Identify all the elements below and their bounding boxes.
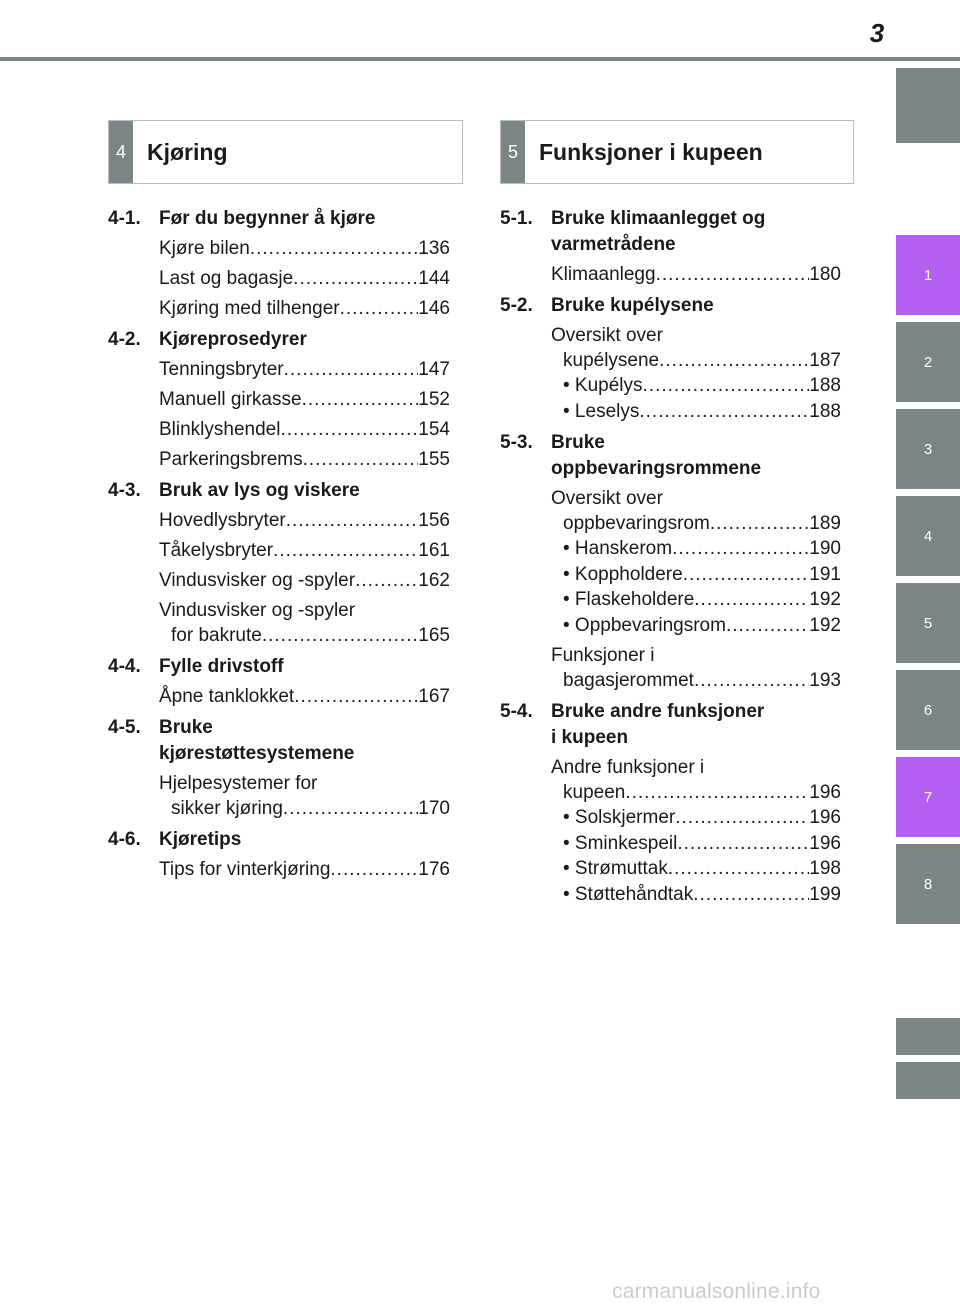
- chapter-tab-2[interactable]: 2: [896, 322, 960, 402]
- chapter-tab-4[interactable]: 4: [896, 496, 960, 576]
- chapter-title: [551, 430, 841, 482]
- dot-leader: [273, 538, 418, 563]
- dot-leader: [672, 536, 809, 562]
- toc-entry-label: Kjøre bilen: [159, 238, 250, 259]
- dot-leader: [303, 447, 419, 472]
- chapter-tab-8[interactable]: 8: [896, 844, 960, 924]
- dot-leader: [294, 684, 418, 709]
- toc-entry-row: [159, 387, 450, 412]
- toc-entry[interactable]: [159, 266, 450, 291]
- dot-leader: [283, 796, 418, 821]
- toc-page-number: 191: [809, 563, 841, 585]
- toc-entry-label: Tenningsbryter: [159, 359, 284, 380]
- toc-page-number: 156: [418, 510, 450, 531]
- chapter-title-line: Bruke andre funksjoner: [551, 701, 765, 722]
- chapter-number: 4-6.: [108, 829, 141, 850]
- dot-leader: [693, 882, 809, 908]
- toc-entry-row: [159, 417, 450, 442]
- toc-subentry-label: • Kupélys: [563, 375, 643, 396]
- section-number: 4: [109, 121, 133, 183]
- chapter-heading[interactable]: [500, 430, 841, 482]
- toc-chapter-group: [108, 478, 450, 648]
- toc-page-number: 144: [418, 268, 450, 289]
- dot-leader: [694, 668, 809, 693]
- section-header-4: [108, 120, 463, 184]
- toc-entry-label: kupeen: [563, 782, 626, 803]
- chapter-title-line: Før du begynner å kjøre: [159, 208, 376, 229]
- toc-subentry[interactable]: [563, 399, 841, 425]
- chapter-heading[interactable]: [500, 206, 841, 258]
- toc-chapter-group: [500, 293, 841, 424]
- toc-chapter-group: [108, 715, 450, 821]
- chapter-tab-5[interactable]: 5: [896, 583, 960, 663]
- toc-entry-row: [551, 511, 841, 536]
- chapter-tab-7[interactable]: 7: [896, 757, 960, 837]
- toc-entry-line: Hjelpesystemer for: [159, 773, 318, 794]
- toc-page-number: 170: [418, 798, 450, 819]
- toc-entry-label: Parkeringsbrems: [159, 449, 303, 470]
- toc-subentry[interactable]: [563, 856, 841, 882]
- toc-entry[interactable]: [551, 755, 841, 805]
- chapter-title-line: Bruke kupélysene: [551, 295, 714, 316]
- toc-entry-row: [159, 266, 450, 291]
- dot-leader: [677, 831, 809, 857]
- chapter-title: [159, 715, 450, 767]
- toc-entry-label: Kjøring med tilhenger: [159, 298, 340, 319]
- toc-page-number: 192: [809, 614, 841, 636]
- toc-subentry[interactable]: [563, 805, 841, 831]
- toc-chapter-group: [500, 430, 841, 693]
- toc-subentries: [551, 805, 841, 907]
- toc-entry[interactable]: [551, 643, 841, 693]
- dot-leader: [330, 857, 418, 882]
- toc-page-number: 188: [809, 375, 841, 396]
- chapter-title: [551, 293, 841, 319]
- chapter-tab-6[interactable]: 6: [896, 670, 960, 750]
- toc-entry[interactable]: [159, 538, 450, 563]
- chapter-number: 5-4.: [500, 701, 533, 722]
- dot-leader: [675, 805, 809, 831]
- toc-entry-row: [551, 668, 841, 693]
- chapter-heading[interactable]: [108, 827, 450, 853]
- toc-entry-label: Tips for vinterkjøring: [159, 859, 331, 880]
- toc-entry-row: [159, 296, 450, 321]
- chapter-heading[interactable]: [108, 327, 450, 353]
- toc-subentry[interactable]: [563, 882, 841, 908]
- chapter-number: 4-4.: [108, 656, 141, 677]
- toc-page-number: 196: [809, 807, 841, 828]
- top-rule: [0, 57, 960, 61]
- dot-leader: [302, 387, 419, 412]
- chapter-number: 4-1.: [108, 208, 141, 229]
- toc-entry[interactable]: [159, 508, 450, 533]
- toc-entry[interactable]: [159, 447, 450, 472]
- toc-subentry-label: • Sminkespeil: [563, 832, 678, 854]
- chapter-title-line: Kjøretips: [159, 829, 242, 850]
- chapter-title-line: Fylle drivstoff: [159, 656, 284, 677]
- toc-entry[interactable]: [159, 771, 450, 821]
- dot-leader: [293, 266, 418, 291]
- chapter-tab-blank[interactable]: [896, 1018, 960, 1055]
- toc-entry-line: Funksjoner i: [551, 645, 655, 666]
- chapter-heading[interactable]: [108, 206, 450, 232]
- toc-entry-label: Vindusvisker og -spyler: [159, 570, 356, 591]
- toc-entry-label: oppbevaringsrom: [563, 513, 710, 534]
- toc-subentry[interactable]: [563, 831, 841, 857]
- chapter-title: [159, 327, 450, 353]
- toc-page-number: 136: [418, 238, 450, 259]
- toc-entry[interactable]: [159, 296, 450, 321]
- toc-entry[interactable]: [551, 262, 841, 287]
- toc-entry-label: Blinklyshendel: [159, 419, 281, 440]
- toc-subentry-label: • Hanskerom: [563, 538, 673, 559]
- chapter-heading[interactable]: [108, 715, 450, 767]
- toc-subentry-label: • Oppbevaringsrom: [563, 614, 726, 636]
- toc-chapter-group: [108, 206, 450, 321]
- section-title: Kjøring: [147, 138, 228, 165]
- dot-leader: [694, 587, 809, 613]
- dot-leader: [286, 508, 419, 533]
- toc-subentry[interactable]: [563, 536, 841, 562]
- toc-entry[interactable]: [159, 568, 450, 593]
- toc-entry-row: [159, 623, 450, 648]
- toc-entry-row: [159, 538, 450, 563]
- dot-leader: [659, 348, 809, 373]
- dot-leader: [683, 562, 810, 588]
- toc-subentry-label: • Strømuttak: [563, 858, 668, 879]
- toc-entry[interactable]: [551, 323, 841, 373]
- chapter-title: [159, 206, 450, 232]
- chapter-heading[interactable]: [108, 478, 450, 504]
- toc-page-number: 165: [418, 625, 450, 646]
- toc-page-number: 196: [809, 832, 841, 854]
- chapter-tab-blank[interactable]: [896, 1062, 960, 1099]
- toc-page-number: 176: [418, 859, 450, 880]
- toc-entry[interactable]: [159, 387, 450, 412]
- toc-page-number: 190: [809, 538, 841, 559]
- chapter-title: [159, 654, 450, 680]
- toc-entry[interactable]: [159, 857, 450, 882]
- toc-chapter-group: [500, 206, 841, 287]
- toc-entry-row: [159, 236, 450, 261]
- toc-entry-label: Last og bagasje: [159, 268, 294, 289]
- toc-entry-label: Klimaanlegg: [551, 264, 656, 285]
- toc-entry[interactable]: [159, 357, 450, 382]
- toc-chapter-group: [500, 699, 841, 907]
- toc-entry-label: for bakrute: [171, 625, 262, 646]
- toc-page-number: 188: [809, 400, 841, 422]
- toc-entry-row: [551, 262, 841, 287]
- chapter-tab-1[interactable]: 1: [896, 235, 960, 315]
- dot-leader: [643, 373, 810, 399]
- chapter-title: [551, 206, 841, 258]
- toc-entry-row: [551, 348, 841, 373]
- dot-leader: [656, 262, 810, 287]
- toc-subentry-label: • Støttehåndtak: [563, 883, 694, 905]
- chapter-title: [159, 827, 450, 853]
- toc-entry-label: Manuell girkasse: [159, 389, 302, 410]
- toc-entry-line: Andre funksjoner i: [551, 757, 705, 778]
- toc-column-left: [108, 206, 450, 888]
- toc-subentry-label: • Koppholdere: [563, 563, 683, 585]
- toc-subentry[interactable]: [563, 587, 841, 613]
- dot-leader: [726, 613, 809, 639]
- toc-page-number: 180: [809, 264, 841, 285]
- watermark: carmanualsonline.info: [612, 1280, 821, 1303]
- toc-page-number: 161: [418, 540, 450, 561]
- chapter-title-line: Bruke: [551, 432, 605, 453]
- section-title: Funksjoner i kupeen: [539, 138, 763, 165]
- dot-leader: [262, 623, 418, 648]
- section-header-5: [500, 120, 854, 184]
- toc-entry-row: [159, 796, 450, 821]
- toc-page-number: 199: [809, 883, 841, 905]
- dot-leader: [639, 399, 809, 425]
- toc-subentries: [551, 536, 841, 638]
- toc-entry-label: bagasjerommet: [563, 670, 694, 691]
- toc-subentry-label: • Flaskeholdere: [563, 589, 695, 610]
- chapter-heading[interactable]: [108, 654, 450, 680]
- toc-page-number: 152: [418, 389, 450, 410]
- toc-subentry-label: • Solskjermer: [563, 807, 676, 828]
- chapter-heading[interactable]: [500, 699, 841, 751]
- toc-entry[interactable]: [551, 486, 841, 536]
- dot-leader: [340, 296, 419, 321]
- toc-entry-row: [159, 857, 450, 882]
- chapter-number: 4-3.: [108, 480, 141, 501]
- toc-page-number: 146: [418, 298, 450, 319]
- toc-entry-line: Oversikt over: [551, 325, 663, 346]
- toc-chapter-group: [108, 327, 450, 472]
- toc-page-number: 198: [809, 858, 841, 879]
- toc-entry[interactable]: [159, 684, 450, 709]
- dot-leader: [284, 357, 419, 382]
- toc-subentry[interactable]: [563, 562, 841, 588]
- chapter-title: [159, 478, 450, 504]
- toc-entry-label: sikker kjøring: [171, 798, 283, 819]
- chapter-tabs: [896, 0, 960, 1314]
- chapter-title-line: Bruke: [159, 717, 213, 738]
- chapter-number: 5-2.: [500, 295, 533, 316]
- toc-page-number: 196: [809, 782, 841, 803]
- toc-page-number: 147: [418, 359, 450, 380]
- toc-subentry-label: • Leselys: [563, 400, 640, 422]
- section-number: 5: [501, 121, 525, 183]
- toc-chapter-group: [108, 827, 450, 882]
- toc-subentries: [551, 373, 841, 424]
- chapter-heading[interactable]: [500, 293, 841, 319]
- chapter-title-line: Bruke klimaanlegget og: [551, 208, 766, 229]
- dot-leader: [668, 856, 809, 882]
- toc-entry-label: Åpne tanklokket: [159, 686, 295, 707]
- chapter-title-line: kjørestøttesystemene: [159, 743, 355, 764]
- toc-entry-row: [551, 780, 841, 805]
- page-number: 3: [869, 18, 885, 48]
- toc-entry-line: Vindusvisker og -spyler: [159, 600, 356, 621]
- chapter-tab-3[interactable]: 3: [896, 409, 960, 489]
- dot-leader: [250, 236, 418, 261]
- chapter-number: 4-2.: [108, 329, 141, 350]
- toc-chapter-group: [108, 654, 450, 709]
- toc-page-number: 192: [809, 589, 841, 610]
- chapter-title-line: Kjøreprosedyrer: [159, 329, 307, 350]
- chapter-title-line: i kupeen: [551, 727, 629, 748]
- chapter-tab-blank[interactable]: [896, 68, 960, 143]
- chapter-title-line: oppbevaringsrommene: [551, 458, 762, 479]
- toc-entry-row: [159, 568, 450, 593]
- chapter-title: [551, 699, 841, 751]
- toc-entry[interactable]: [159, 598, 450, 648]
- toc-page-number: 189: [809, 513, 841, 534]
- toc-entry-line: Oversikt over: [551, 488, 663, 509]
- toc-entry[interactable]: [159, 236, 450, 261]
- toc-page-number: 162: [418, 570, 450, 591]
- chapter-number: 5-3.: [500, 432, 533, 453]
- dot-leader: [355, 568, 418, 593]
- chapter-title-line: varmetrådene: [551, 234, 676, 255]
- toc-column-right: [500, 206, 841, 913]
- toc-page-number: 193: [809, 670, 841, 691]
- chapter-number: 4-5.: [108, 717, 141, 738]
- chapter-number: 5-1.: [500, 208, 533, 229]
- toc-entry[interactable]: [159, 417, 450, 442]
- toc-page-number: 154: [418, 419, 450, 440]
- toc-entry-row: [159, 447, 450, 472]
- toc-page-number: 187: [809, 350, 841, 371]
- dot-leader: [710, 511, 809, 536]
- toc-subentry[interactable]: [563, 373, 841, 399]
- toc-page-number: 155: [418, 449, 450, 470]
- toc-entry-label: Hovedlysbryter: [159, 510, 286, 531]
- toc-page-number: 167: [418, 686, 450, 707]
- toc-entry-row: [159, 508, 450, 533]
- dot-leader: [625, 780, 809, 805]
- toc-subentry[interactable]: [563, 613, 841, 639]
- chapter-title-line: Bruk av lys og viskere: [159, 480, 360, 501]
- dot-leader: [280, 417, 418, 442]
- toc-entry-label: Tåkelysbryter: [159, 540, 274, 561]
- toc-entry-label: kupélysene: [563, 350, 660, 371]
- toc-entry-row: [159, 357, 450, 382]
- toc-entry-row: [159, 684, 450, 709]
